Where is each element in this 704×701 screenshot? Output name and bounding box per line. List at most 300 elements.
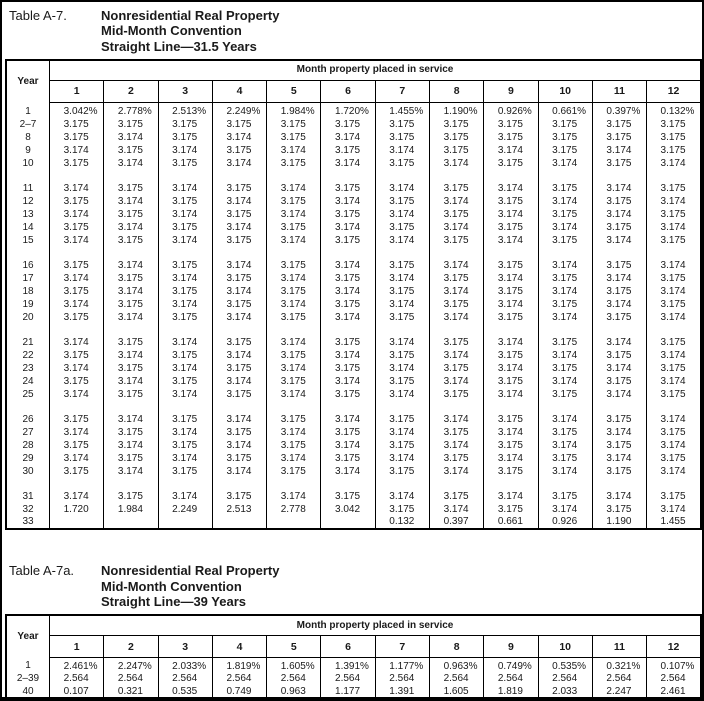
rate-cell: 3.175	[267, 259, 321, 272]
month-number-header: 9	[484, 636, 538, 658]
rate-cell: 3.174	[267, 426, 321, 439]
rate-cell: 3.175	[158, 131, 212, 144]
rate-cell: 3.175	[429, 118, 483, 131]
table-row	[6, 465, 701, 478]
rate-cell: 3.175	[375, 503, 429, 516]
year-cell: 21	[6, 336, 50, 349]
spacer-cell	[592, 247, 646, 259]
rate-cell: 3.174	[484, 490, 538, 503]
rate-cell: 3.174	[484, 298, 538, 311]
rate-cell: 3.174	[484, 452, 538, 465]
spacer-cell	[647, 401, 701, 413]
rate-cell: 3.174	[321, 285, 375, 298]
group-spacer-row	[6, 478, 701, 490]
spacer-cell	[375, 478, 429, 490]
rate-cell: 3.174	[538, 413, 592, 426]
rate-cell: 3.175	[429, 208, 483, 221]
rate-cell: 3.174	[538, 285, 592, 298]
month-number-header: 2	[104, 636, 158, 658]
spacer-cell	[6, 170, 50, 182]
spacer-cell	[104, 170, 158, 182]
rate-cell: 0.535%	[538, 658, 592, 672]
rate-cell: 1.455	[647, 516, 701, 529]
month-numbers-row	[6, 80, 701, 102]
rate-cell: 2.564	[267, 672, 321, 686]
rate-cell: 2.564	[50, 672, 104, 686]
year-cell: 10	[6, 157, 50, 170]
rate-cell: 3.175	[104, 298, 158, 311]
spacer-cell	[267, 324, 321, 336]
rate-cell: 1.984	[104, 503, 158, 516]
rate-cell: 3.174	[647, 259, 701, 272]
rate-cell: 3.175	[321, 272, 375, 285]
rate-cell: 3.175	[484, 311, 538, 324]
spacer-cell	[50, 401, 104, 413]
year-cell: 18	[6, 285, 50, 298]
rate-cell: 3.174	[647, 221, 701, 234]
year-cell: 19	[6, 298, 50, 311]
rate-cell: 3.175	[267, 375, 321, 388]
rate-cell: 3.175	[50, 259, 104, 272]
year-cell: 28	[6, 439, 50, 452]
rate-cell: 3.175	[375, 157, 429, 170]
month-number-header: 4	[212, 636, 266, 658]
spacer-cell	[267, 401, 321, 413]
month-number-header: 3	[158, 636, 212, 658]
rate-cell: 1.984%	[267, 102, 321, 118]
rate-cell: 3.175	[321, 388, 375, 401]
rate-cell: 3.175	[50, 413, 104, 426]
rate-cell: 3.175	[104, 234, 158, 247]
table-row	[6, 195, 701, 208]
rate-cell: 3.174	[375, 144, 429, 157]
rate-cell: 3.175	[429, 362, 483, 375]
rate-cell: 3.175	[267, 221, 321, 234]
rate-cell: 3.175	[647, 234, 701, 247]
rate-cell: 2.564	[429, 672, 483, 686]
month-number-header: 1	[50, 80, 104, 102]
rate-cell: 3.175	[647, 388, 701, 401]
rate-cell: 3.175	[538, 426, 592, 439]
rate-cell: 3.174	[484, 234, 538, 247]
spacer-cell	[592, 324, 646, 336]
month-number-header: 10	[538, 80, 592, 102]
rate-cell: 3.174	[592, 362, 646, 375]
spacer-cell	[267, 170, 321, 182]
spacer-cell	[50, 247, 104, 259]
rate-cell: 3.175	[267, 195, 321, 208]
rate-cell: 2.564	[321, 672, 375, 686]
spacer-cell	[592, 401, 646, 413]
rate-cell: 3.174	[267, 388, 321, 401]
rate-cell: 3.175	[158, 195, 212, 208]
table-a7-label: Table A-7.	[9, 8, 67, 23]
rate-cell: 3.174	[104, 195, 158, 208]
rate-cell: 3.174	[212, 131, 266, 144]
rate-cell: 3.175	[647, 426, 701, 439]
rate-cell: 3.175	[104, 452, 158, 465]
rate-cell	[212, 516, 266, 529]
table-row	[6, 298, 701, 311]
table-row	[6, 311, 701, 324]
rate-cell: 3.174	[375, 234, 429, 247]
rate-cell: 3.175	[104, 362, 158, 375]
year-cell: 31	[6, 490, 50, 503]
rate-cell: 1.177	[321, 686, 375, 700]
rate-cell: 3.174	[212, 465, 266, 478]
spacer-cell	[267, 478, 321, 490]
rate-cell: 3.175	[212, 118, 266, 131]
month-number-header: 4	[212, 80, 266, 102]
spacer-cell	[104, 324, 158, 336]
rate-cell: 3.174	[647, 195, 701, 208]
rate-cell: 3.175	[267, 413, 321, 426]
rate-cell: 3.174	[429, 413, 483, 426]
rate-cell: 3.174	[50, 362, 104, 375]
rate-cell: 0.535	[158, 686, 212, 700]
rate-cell: 3.174	[158, 234, 212, 247]
rate-cell: 3.175	[267, 131, 321, 144]
rate-cell: 2.564	[647, 672, 701, 686]
year-cell: 2–39	[6, 672, 50, 686]
spacer-cell	[212, 401, 266, 413]
year-cell: 15	[6, 234, 50, 247]
rate-cell: 3.175	[647, 131, 701, 144]
rate-cell: 2.461	[647, 686, 701, 700]
rate-cell: 3.175	[429, 182, 483, 195]
rate-cell: 3.174	[104, 221, 158, 234]
rate-cell: 3.175	[375, 195, 429, 208]
rate-cell: 3.175	[538, 298, 592, 311]
rate-cell: 3.174	[50, 336, 104, 349]
rate-cell: 3.174	[375, 298, 429, 311]
spacer-cell	[6, 401, 50, 413]
rate-cell: 3.175	[212, 208, 266, 221]
table-row	[6, 658, 701, 672]
rate-cell: 3.175	[429, 336, 483, 349]
title-line: Straight Line—39 Years	[101, 594, 246, 610]
rate-cell: 3.174	[158, 208, 212, 221]
rate-cell: 3.174	[267, 208, 321, 221]
rate-cell: 3.175	[50, 118, 104, 131]
rate-cell: 3.174	[158, 298, 212, 311]
month-number-header: 11	[592, 636, 646, 658]
rate-cell: 3.174	[104, 465, 158, 478]
spacer-cell	[592, 478, 646, 490]
rate-cell	[267, 516, 321, 529]
rate-cell: 3.174	[212, 413, 266, 426]
rate-cell: 3.174	[429, 195, 483, 208]
spacer-cell	[484, 401, 538, 413]
rate-cell: 3.174	[592, 208, 646, 221]
rate-cell: 3.175	[484, 439, 538, 452]
table-row	[6, 362, 701, 375]
table-row	[6, 144, 701, 157]
spacer-cell	[6, 478, 50, 490]
rate-cell: 3.175	[212, 298, 266, 311]
year-cell: 14	[6, 221, 50, 234]
rate-cell: 3.175	[647, 208, 701, 221]
rate-cell: 3.174	[158, 388, 212, 401]
rate-cell: 3.175	[538, 118, 592, 131]
rate-cell: 3.175	[212, 144, 266, 157]
rate-cell: 2.033%	[158, 658, 212, 672]
rate-cell: 3.174	[647, 503, 701, 516]
year-cell: 17	[6, 272, 50, 285]
rate-cell: 3.175	[104, 426, 158, 439]
rate-cell: 3.174	[212, 349, 266, 362]
rate-cell: 3.175	[592, 285, 646, 298]
month-number-header: 7	[375, 80, 429, 102]
spacer-cell	[321, 170, 375, 182]
rate-cell: 3.174	[50, 272, 104, 285]
spacer-cell	[6, 247, 50, 259]
rate-cell: 3.175	[158, 118, 212, 131]
rate-cell: 3.174	[104, 413, 158, 426]
rate-cell: 0.321%	[592, 658, 646, 672]
rate-cell: 2.461%	[50, 658, 104, 672]
rate-cell: 3.174	[592, 272, 646, 285]
rate-cell: 3.174	[50, 490, 104, 503]
rate-cell: 3.174	[50, 144, 104, 157]
rate-cell: 3.174	[267, 362, 321, 375]
table-a7a-title-block	[2, 557, 702, 614]
rate-cell: 3.174	[538, 157, 592, 170]
rate-cell: 2.033	[538, 686, 592, 700]
rate-cell: 3.174	[592, 144, 646, 157]
rate-cell: 3.175	[158, 221, 212, 234]
table-a7-section	[2, 2, 702, 530]
rate-cell: 3.174	[50, 182, 104, 195]
rate-cell: 3.175	[538, 131, 592, 144]
rate-cell: 3.175	[104, 388, 158, 401]
spacer-cell	[104, 401, 158, 413]
rate-cell: 3.174	[538, 349, 592, 362]
rate-cell: 3.174	[158, 362, 212, 375]
spacer-cell	[321, 478, 375, 490]
rate-cell: 3.175	[484, 375, 538, 388]
rate-cell: 2.564	[104, 672, 158, 686]
rate-cell: 3.175	[267, 157, 321, 170]
spacer-cell	[647, 478, 701, 490]
rate-cell: 3.174	[267, 336, 321, 349]
rate-cell: 3.174	[321, 195, 375, 208]
month-number-header: 9	[484, 80, 538, 102]
month-number-header: 12	[647, 636, 701, 658]
rate-cell: 3.174	[429, 439, 483, 452]
year-cell: 20	[6, 311, 50, 324]
rate-cell: 2.778%	[104, 102, 158, 118]
rate-cell: 3.175	[429, 234, 483, 247]
rate-cell: 3.175	[484, 413, 538, 426]
table-row	[6, 272, 701, 285]
spacer-cell	[375, 170, 429, 182]
table-row	[6, 426, 701, 439]
spacer-cell	[429, 170, 483, 182]
table-row	[6, 388, 701, 401]
rate-cell: 3.175	[212, 452, 266, 465]
rate-cell: 3.175	[375, 285, 429, 298]
rate-cell: 2.247	[592, 686, 646, 700]
rate-cell: 3.175	[484, 221, 538, 234]
rate-cell: 3.174	[538, 221, 592, 234]
rate-cell: 3.175	[375, 259, 429, 272]
table-row	[6, 285, 701, 298]
month-number-header: 11	[592, 80, 646, 102]
rate-cell: 3.174	[321, 131, 375, 144]
rate-cell: 3.175	[104, 490, 158, 503]
rate-cell: 3.175	[212, 336, 266, 349]
rate-cell: 3.174	[375, 388, 429, 401]
rate-cell: 3.174	[647, 375, 701, 388]
rate-cell: 0.321	[104, 686, 158, 700]
table-row	[6, 131, 701, 144]
rate-cell: 3.175	[104, 182, 158, 195]
rate-cell: 3.174	[212, 311, 266, 324]
title-line: Mid-Month Convention	[101, 23, 242, 39]
year-cell: 32	[6, 503, 50, 516]
rate-cell: 0.926	[538, 516, 592, 529]
rate-cell: 3.175	[212, 182, 266, 195]
spacer-cell	[321, 324, 375, 336]
rate-cell: 3.175	[592, 349, 646, 362]
rate-cell: 3.175	[592, 413, 646, 426]
rate-cell: 3.175	[321, 490, 375, 503]
rate-cell: 3.175	[321, 208, 375, 221]
rate-cell: 3.174	[484, 336, 538, 349]
spacer-cell	[538, 478, 592, 490]
rate-cell: 3.175	[212, 388, 266, 401]
rate-cell: 3.174	[538, 259, 592, 272]
rate-cell: 3.175	[429, 388, 483, 401]
rate-cell: 3.174	[267, 490, 321, 503]
rate-cell: 3.042%	[50, 102, 104, 118]
rate-cell: 3.174	[592, 336, 646, 349]
year-cell: 1	[6, 102, 50, 118]
table-row	[6, 516, 701, 529]
year-cell: 2–7	[6, 118, 50, 131]
rate-cell: 3.174	[267, 272, 321, 285]
rate-cell: 3.174	[212, 195, 266, 208]
rate-cell: 3.174	[538, 439, 592, 452]
rate-cell: 3.175	[321, 426, 375, 439]
rate-cell: 3.042	[321, 503, 375, 516]
rate-cell: 3.175	[538, 336, 592, 349]
rate-cell: 2.249%	[212, 102, 266, 118]
spacer-cell	[321, 247, 375, 259]
spacer-cell	[50, 324, 104, 336]
rate-cell: 3.174	[429, 157, 483, 170]
title-line: Straight Line—31.5 Years	[101, 38, 257, 54]
rate-cell: 3.175	[429, 426, 483, 439]
spacer-cell	[538, 401, 592, 413]
rate-cell: 3.175	[375, 439, 429, 452]
rate-cell: 3.174	[158, 426, 212, 439]
rate-cell: 3.174	[158, 182, 212, 195]
month-span-header: Month property placed in service	[50, 615, 702, 636]
title-line: Nonresidential Real Property	[101, 8, 280, 23]
month-number-header: 5	[267, 80, 321, 102]
spacer-cell	[158, 401, 212, 413]
rate-cell: 3.175	[592, 118, 646, 131]
depreciation-table-39yr	[5, 614, 702, 701]
rate-cell: 3.175	[50, 375, 104, 388]
rate-cell: 3.174	[429, 221, 483, 234]
rate-cell: 3.174	[375, 208, 429, 221]
rate-cell: 3.174	[50, 388, 104, 401]
rate-cell: 3.175	[429, 452, 483, 465]
year-cell: 33	[6, 516, 50, 529]
rate-cell: 3.174	[104, 259, 158, 272]
rate-cell: 3.174	[267, 452, 321, 465]
rate-cell: 3.175	[375, 131, 429, 144]
table-row	[6, 234, 701, 247]
spacer-cell	[375, 324, 429, 336]
rate-cell: 3.175	[158, 285, 212, 298]
rate-cell: 3.174	[321, 465, 375, 478]
rate-cell: 3.175	[104, 144, 158, 157]
rate-cell: 3.175	[104, 336, 158, 349]
rate-cell: 2.564	[212, 672, 266, 686]
spacer-cell	[484, 170, 538, 182]
rate-cell: 3.175	[267, 439, 321, 452]
rate-cell: 3.175	[158, 157, 212, 170]
spacer-cell	[158, 324, 212, 336]
rate-cell	[321, 516, 375, 529]
spacer-cell	[429, 247, 483, 259]
rate-cell: 3.174	[267, 182, 321, 195]
rate-cell: 3.174	[592, 298, 646, 311]
rate-cell: 3.175	[484, 157, 538, 170]
table-row	[6, 118, 701, 131]
rate-cell: 3.174	[647, 311, 701, 324]
year-column-header: Year	[6, 60, 50, 103]
rate-cell: 3.175	[538, 208, 592, 221]
rate-cell: 2.564	[375, 672, 429, 686]
year-cell: 26	[6, 413, 50, 426]
depreciation-table-31-5yr	[5, 59, 702, 531]
table-a7a-label: Table A-7a.	[9, 563, 75, 579]
rate-cell: 3.175	[375, 221, 429, 234]
year-column-header: Year	[6, 615, 50, 658]
spacer-cell	[104, 478, 158, 490]
rate-cell: 3.174	[647, 349, 701, 362]
spacer-cell	[50, 170, 104, 182]
rate-cell: 1.177%	[375, 658, 429, 672]
rate-cell: 3.175	[592, 311, 646, 324]
rate-cell: 3.175	[321, 336, 375, 349]
spacer-cell	[429, 324, 483, 336]
rate-cell: 3.174	[212, 439, 266, 452]
rate-cell: 3.174	[50, 426, 104, 439]
rate-cell: 3.174	[592, 490, 646, 503]
year-cell: 22	[6, 349, 50, 362]
rate-cell: 0.132	[375, 516, 429, 529]
year-cell: 40	[6, 686, 50, 700]
year-cell: 30	[6, 465, 50, 478]
rate-cell: 3.175	[50, 465, 104, 478]
rate-cell: 3.175	[321, 118, 375, 131]
month-number-header: 6	[321, 80, 375, 102]
group-spacer-row	[6, 401, 701, 413]
rate-cell: 3.174	[212, 157, 266, 170]
rate-cell: 3.175	[429, 298, 483, 311]
spacer-cell	[647, 170, 701, 182]
year-cell: 27	[6, 426, 50, 439]
title-line: Nonresidential Real Property	[101, 563, 280, 579]
year-cell: 13	[6, 208, 50, 221]
rate-cell: 0.963	[267, 686, 321, 700]
